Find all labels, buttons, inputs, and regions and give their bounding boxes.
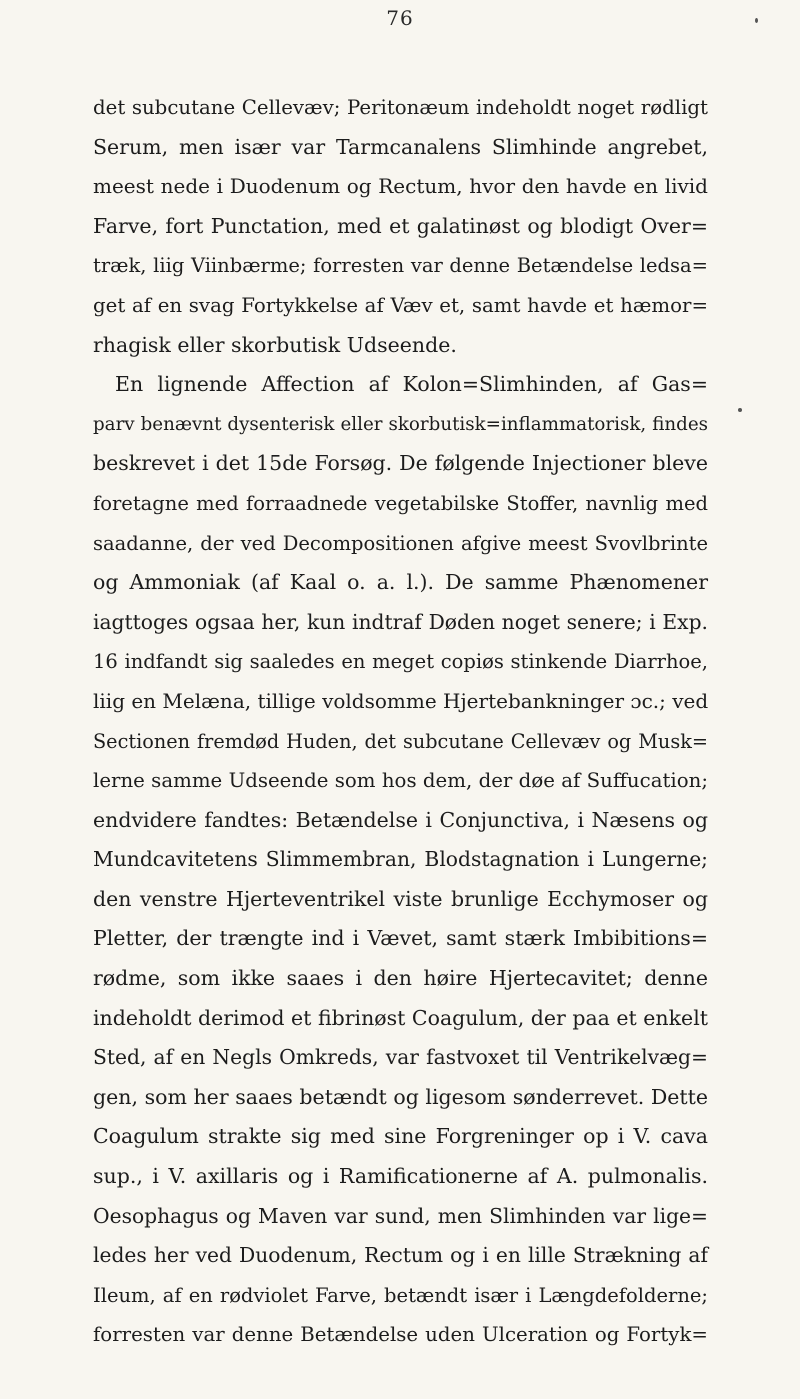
- text-line: meest nede i Duodenum og Rectum, hvor den havde en livid: [93, 174, 708, 199]
- text-line: gen, som her saaes betændt og ligesom sønderrevet. Dette: [93, 1084, 708, 1109]
- text-line: indeholdt derimod et fibrinøst Coagulum, der paa et enkelt: [93, 1005, 708, 1030]
- text-line: foretagne med forraadnede vegetabilske Stoffer, navnlig med: [93, 491, 708, 515]
- text-line: Sted, af en Negls Omkreds, var fastvoxet til Ventrikelvæg=: [93, 1045, 708, 1070]
- text-line: træk, liig Viinbærme; forresten var denne Betændelse ledsa=: [93, 254, 708, 278]
- text-line: endvidere fandtes: Betændelse i Conjunctiva, i Næsens og: [93, 807, 708, 832]
- text-line: En lignende Affection af Kolon=Slimhinden, af Gas=: [115, 372, 708, 397]
- text-line: Ileum, af en rødviolet Farve, betændt især i Længdefolderne;: [93, 1283, 708, 1307]
- text-line: Mundcavitetens Slimmembran, Blodstagnation i Lungerne;: [93, 847, 708, 872]
- text-line: parv benævnt dysenterisk eller skorbutisk=inflammatorisk, findes: [93, 413, 708, 435]
- text-line: Pletter, der trængte ind i Vævet, samt stærk Imbibitions=: [93, 926, 708, 951]
- text-line: 16 indfandt sig saaledes en meget copiøs stinkende Diarrhoe,: [93, 650, 708, 674]
- ink-speck: [755, 18, 758, 23]
- text-line: Farve, fort Punctation, med et galatinøst og blodigt Over=: [93, 213, 708, 238]
- text-line: saadanne, der ved Decompositionen afgive meest Svovlbrinte: [93, 531, 708, 555]
- text-line: Oesophagus og Maven var sund, men Slimhinden var lige=: [93, 1203, 708, 1228]
- text-line: den venstre Hjerteventrikel viste brunlige Ecchymoser og: [93, 886, 708, 911]
- text-line: Serum, men især var Tarmcanalens Slimhinde angrebet,: [93, 134, 708, 159]
- text-line: Coagulum strakte sig med sine Forgreninger op i V. cava: [93, 1124, 708, 1149]
- text-line: og Ammoniak (af Kaal o. a. l.). De samme Phænomener: [93, 570, 708, 595]
- text-line: iagttoges ogsaa her, kun indtraf Døden noget senere; i Exp.: [93, 609, 708, 634]
- text-line: liig en Melæna, tillige voldsomme Hjertebankninger ɔc.; ved: [93, 688, 709, 713]
- text-line: ledes her ved Duodenum, Rectum og i en lille Strækning af: [93, 1243, 708, 1268]
- text-line: sup., i V. axillaris og i Ramificationerne af A. pulmonalis.: [93, 1164, 708, 1189]
- ink-speck: [738, 408, 742, 412]
- page-number: 76: [386, 6, 414, 30]
- text-line: rhagisk eller skorbutisk Udseende.: [93, 332, 457, 357]
- text-line: forresten var denne Betændelse uden Ulceration og Fortyk=: [93, 1323, 708, 1347]
- text-line: beskrevet i det 15de Forsøg. De følgende Injectioner bleve: [93, 451, 708, 476]
- body-text: [93, 88, 708, 1355]
- text-line: lerne samme Udseende som hos dem, der døe af Suffucation;: [93, 769, 708, 793]
- text-line: Sectionen fremdød Huden, det subcutane Cellevæv og Musk=: [93, 729, 708, 753]
- text-line: rødme, som ikke saaes i den høire Hjertecavitet; denne: [93, 966, 708, 991]
- text-line: det subcutane Cellevæv; Peritonæum indeholdt noget rødligt: [93, 96, 708, 119]
- text-line: get af en svag Fortykkelse af Væv et, samt havde et hæmor=: [93, 293, 708, 317]
